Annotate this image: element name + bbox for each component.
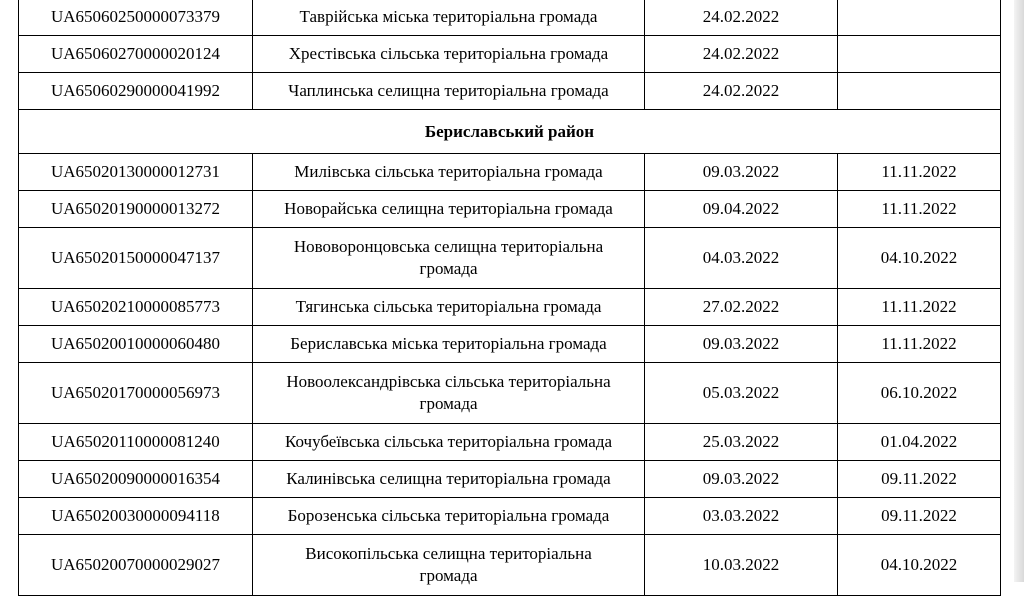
district-title: Бериславський район	[19, 110, 1001, 154]
start-date-cell: 09.03.2022	[645, 326, 838, 363]
end-date-cell: 11.11.2022	[838, 191, 1001, 228]
start-date-cell: 24.02.2022	[645, 36, 838, 73]
end-date-cell: 11.11.2022	[838, 289, 1001, 326]
table-row	[19, 289, 1001, 326]
table-row	[19, 326, 1001, 363]
community-name-cell: Кочубеївська сільська територіальна громада	[253, 424, 645, 461]
code-cell: UA65020070000029027	[19, 535, 253, 596]
community-name-line: Новоолександрівська сільська територіальна	[286, 372, 611, 391]
code-cell: UA65020190000013272	[19, 191, 253, 228]
community-name-cell: Калинівська селищна територіальна громада	[253, 461, 645, 498]
district-header-row	[19, 110, 1001, 154]
table-row	[19, 424, 1001, 461]
table-row	[19, 363, 1001, 424]
community-name-cell: Тягинська сільська територіальна громада	[253, 289, 645, 326]
code-cell: UA65060250000073379	[19, 0, 253, 36]
start-date-cell: 09.03.2022	[645, 154, 838, 191]
table-row	[19, 535, 1001, 596]
end-date-cell: 11.11.2022	[838, 154, 1001, 191]
code-cell: UA65020090000016354	[19, 461, 253, 498]
viewer-edge	[1014, 0, 1024, 582]
table-row	[19, 154, 1001, 191]
end-date-cell: 11.11.2022	[838, 326, 1001, 363]
table-row	[19, 73, 1001, 110]
start-date-cell: 05.03.2022	[645, 363, 838, 424]
community-name-line: Високопільська селищна територіальна	[305, 544, 592, 563]
start-date-cell: 03.03.2022	[645, 498, 838, 535]
start-date-cell: 24.02.2022	[645, 73, 838, 110]
communities-table	[18, 0, 1001, 596]
code-cell: UA65020150000047137	[19, 228, 253, 289]
end-date-cell: 04.10.2022	[838, 535, 1001, 596]
community-name-cell: Чаплинська селищна територіальна громада	[253, 73, 645, 110]
end-date-cell: 09.11.2022	[838, 498, 1001, 535]
code-cell: UA65060290000041992	[19, 73, 253, 110]
end-date-cell: 01.04.2022	[838, 424, 1001, 461]
community-name-cell	[253, 228, 645, 289]
community-name-cell	[253, 363, 645, 424]
table-row	[19, 36, 1001, 73]
community-name-cell	[253, 535, 645, 596]
community-name-cell: Новорайська селищна територіальна громада	[253, 191, 645, 228]
end-date-cell	[838, 73, 1001, 110]
end-date-cell	[838, 0, 1001, 36]
community-name-line: громада	[419, 259, 478, 278]
code-cell: UA65020010000060480	[19, 326, 253, 363]
end-date-cell: 06.10.2022	[838, 363, 1001, 424]
code-cell: UA65020030000094118	[19, 498, 253, 535]
table-row	[19, 0, 1001, 36]
table-row	[19, 498, 1001, 535]
community-name-cell: Бериславська міська територіальна громада	[253, 326, 645, 363]
code-cell: UA65020210000085773	[19, 289, 253, 326]
code-cell: UA65020110000081240	[19, 424, 253, 461]
community-name-line: громада	[419, 394, 478, 413]
community-name-line: громада	[419, 566, 478, 585]
start-date-cell: 10.03.2022	[645, 535, 838, 596]
start-date-cell: 09.04.2022	[645, 191, 838, 228]
community-name-cell: Хрестівська сільська територіальна громада	[253, 36, 645, 73]
code-cell: UA65020130000012731	[19, 154, 253, 191]
code-cell: UA65020170000056973	[19, 363, 253, 424]
start-date-cell: 25.03.2022	[645, 424, 838, 461]
community-name-line: Нововоронцовська селищна територіальна	[293, 237, 604, 256]
community-name-cell: Борозенська сільська територіальна громада	[253, 498, 645, 535]
end-date-cell	[838, 36, 1001, 73]
start-date-cell: 24.02.2022	[645, 0, 838, 36]
code-cell: UA65060270000020124	[19, 36, 253, 73]
start-date-cell: 04.03.2022	[645, 228, 838, 289]
table-row	[19, 191, 1001, 228]
end-date-cell: 09.11.2022	[838, 461, 1001, 498]
end-date-cell: 04.10.2022	[838, 228, 1001, 289]
start-date-cell: 27.02.2022	[645, 289, 838, 326]
table-row	[19, 228, 1001, 289]
community-name-cell: Милівська сільська територіальна громада	[253, 154, 645, 191]
start-date-cell: 09.03.2022	[645, 461, 838, 498]
table-row	[19, 461, 1001, 498]
community-name-cell: Таврійська міська територіальна громада	[253, 0, 645, 36]
